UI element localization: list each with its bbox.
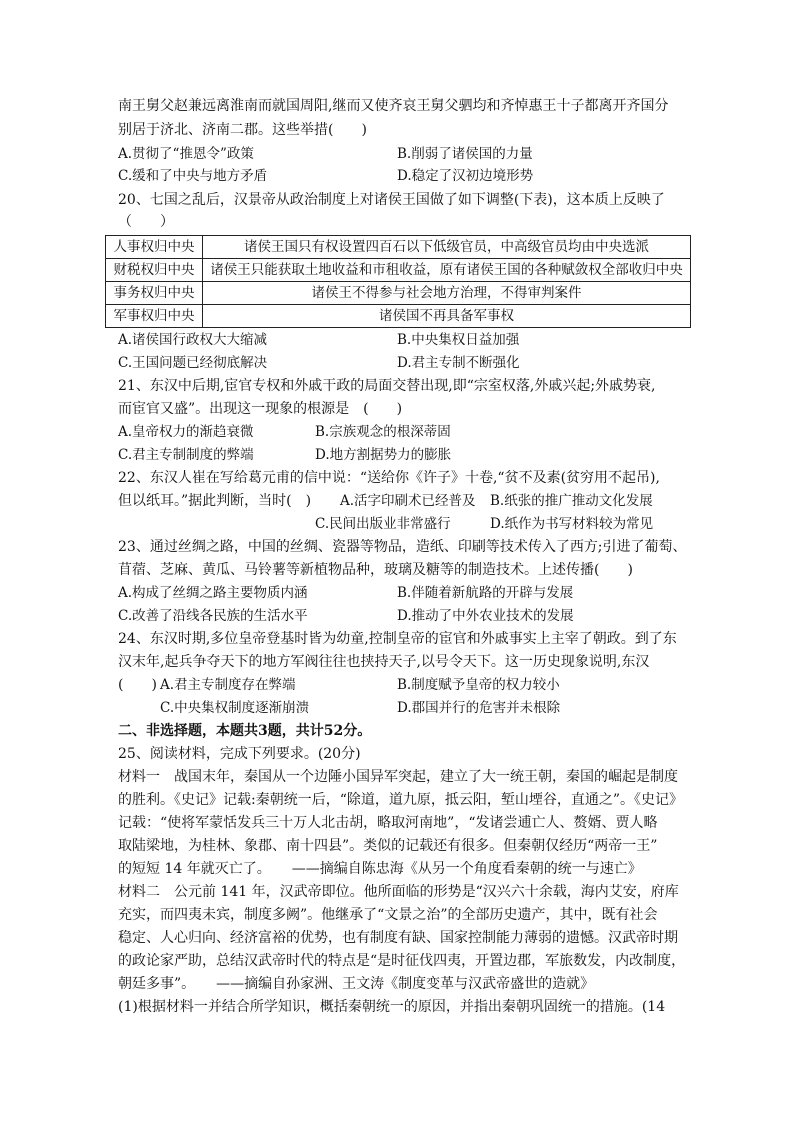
q25-material2-line1: 材料二 公元前 141 年，汉武帝即位。他所面临的形势是“汉兴六十余载，海内艾安，府库 [118, 884, 679, 900]
q25-material2-line4: 的政论家严助，总结汉武帝时代的特点是“是时征伐四夷，开置边郡，军旅数发，内改制度， [118, 953, 686, 969]
q21-stem-line1: 21、东汉中后期,宦官专权和外戚干政的局面交替出现,即“宗室权落,外戚兴起;外戚势衰, [118, 378, 656, 394]
q25-question1: (1)根据材料一并结合所学知识，概括秦朝统一的原因，并指出秦朝巩固统一的措施。(14 [118, 999, 666, 1015]
table-row-value: 诸侯王只能获取土地收益和市租收益，原有诸侯王国的各种赋敛权全部收归中央 [203, 259, 691, 282]
q19-option-b: B.削弱了诸侯国的力量 [397, 146, 533, 162]
q20-stem-line1: 20、七国之乱后，汉景帝从政治制度上对诸侯王国做了如下调整(下表)，这本质上反映了 [118, 192, 665, 208]
table-row-value: 诸侯王不得参与社会地方治理，不得审判案件 [203, 282, 691, 305]
q25-material1-line3: 记载：“使将军蒙恬发兵三十万人北击胡，略取河南地”，“发诸尝逋亡人、赘婿、贾人略 [118, 815, 658, 831]
q23-option-a: A.构成了丝绸之路主要物质内涵 [118, 585, 308, 601]
q25-material2-line3: 稳定、人心归向、经济富裕的优势，也有制度有缺、国家控制能力薄弱的遗憾。汉武帝时期 [118, 930, 678, 946]
q22-stem-line1: 22、东汉人崔在写给葛元甫的信中说：“送给你《许子》十卷,“贫不及素(贫穷用不起吊), [118, 470, 660, 486]
q25-material2-line2: 充实，而四夷未宾，制度多阙”。他继承了“文景之治”的全部历史遗产，其中，既有社会 [118, 907, 658, 923]
q22-option-b: B.纸张的推广推动文化发展 [490, 493, 653, 509]
q21-option-b: B.宗族观念的根深蒂固 [315, 424, 451, 440]
q20-option-a: A.诸侯国行政权大大缩减 [118, 332, 268, 348]
q20-option-c: C.王国问题已经彻底解决 [118, 355, 268, 371]
q25-material1-line1: 材料一 战国末年，秦国从一个边陲小国异军突起，建立了大一统王朝，秦国的崛起是制度 [118, 769, 678, 785]
q20-option-d: D.君主专制不断强化 [397, 355, 520, 371]
q20-adjustment-table [105, 235, 691, 328]
q23-option-b: B.伴随着新航路的开辟与发展 [397, 585, 574, 601]
q25-material1-line2: 的胜利。《史记》记载:秦朝统一后，“除道，道九原，抵云阳，堑山堙谷，直通之”。《史记》 [118, 792, 684, 808]
q21-stem-line2: 而宦官又盛”。出现这一现象的根源是 ( ) [118, 401, 403, 417]
q24-option-c: C.中央集权制度逐渐崩溃 [160, 700, 310, 716]
q22-stem-line2: 但以纸耳。”据此判断，当时( ) [118, 493, 312, 509]
q22-option-c: C.民间出版业非常盛行 [315, 516, 451, 532]
q25-material1-line5: 的短短 14 年就灭亡了。 ——摘编自陈忠海《从另一个角度看秦朝的统一与速亡》 [118, 861, 642, 877]
q24-stem-line2: 汉末年,起兵争夺天下的地方军阀往往也挟持天子,以号令天下。这一历史现象说明,东汉 [118, 654, 650, 670]
q24-option-a: A.君主专制度存在弊端 [160, 677, 296, 693]
table-row-value: 诸侯王国只有权设置四百石以下低级官员，中高级官员均由中央选派 [203, 236, 691, 259]
table-row [106, 236, 691, 259]
q19-stem-line2: 别居于济北、济南二郡。这些举措( ) [118, 122, 367, 138]
q24-stem-line1: 24、东汉时期,多位皇帝登基时皆为幼童,控制皇帝的宦官和外戚事实上主宰了朝政。到了东 [118, 631, 677, 647]
q24-option-b: B.制度赋予皇帝的权力较小 [397, 677, 560, 693]
table-row-head: 事务权归中央 [106, 282, 203, 305]
q19-stem-line1: 南王舅父赵兼远离淮南而就国周阳,继而又使齐哀王舅父驷均和齐悼惠王十子都离开齐国分 [118, 98, 669, 114]
table-row [106, 282, 691, 305]
q21-option-d: D.地方割据势力的膨胀 [315, 447, 452, 463]
q24-stem-line3: ( ) [118, 677, 157, 693]
q23-stem-line2: 苜蓿、芝麻、黄瓜、马铃薯等新植物品种，玻璃及糖等的制造技术。上述传播( ) [118, 562, 633, 578]
q19-option-d: D.稳定了汉初边境形势 [397, 168, 534, 184]
section2-heading: 二、非选择题，本题共3题，共计52分。 [118, 723, 372, 739]
table-row-head: 军事权归中央 [106, 305, 203, 328]
q21-option-c: C.君主专制制度的弊端 [118, 447, 254, 463]
table-row-head: 财税权归中央 [106, 259, 203, 282]
q25-material1-line4: 取陆梁地，为桂林、象郡、南十四县”。类似的记载还有很多。但秦朝仅经历“两帝一王” [118, 838, 658, 854]
q23-stem-line1: 23、通过丝绸之路，中国的丝绸、瓷器等物品，造纸、印刷等技术传入了西方;引进了葡萄、 [118, 539, 687, 555]
table-row [106, 305, 691, 328]
q20-stem-line2: （ ） [118, 214, 174, 230]
q22-option-a: A.活字印刷术已经普及 [340, 493, 476, 509]
q23-option-c: C.改善了沿线各民族的生活水平 [118, 608, 308, 624]
q23-option-d: D.推动了中外农业技术的发展 [397, 608, 574, 624]
table-row-head: 人事权归中央 [106, 236, 203, 259]
q22-option-d: D.纸作为书写材料较为常见 [490, 516, 654, 532]
q20-option-b: B.中央集权日益加强 [397, 332, 520, 348]
q24-option-d: D.郡国并行的危害并未根除 [397, 700, 561, 716]
q25-material2-line5: 朝廷多事”。 ——摘编自孙家洲、王文涛《制度变革与汉武帝盛世的造就》 [118, 976, 595, 992]
q25-intro: 25、阅读材料，完成下列要求。(20分) [118, 746, 361, 762]
q19-option-c: C.缓和了中央与地方矛盾 [118, 168, 268, 184]
q21-option-a: A.皇帝权力的渐趋衰微 [118, 424, 254, 440]
table-row-value: 诸侯国不再具备军事权 [203, 305, 691, 328]
q19-option-a: A.贯彻了“推恩令”政策 [118, 146, 254, 162]
table-row [106, 259, 691, 282]
